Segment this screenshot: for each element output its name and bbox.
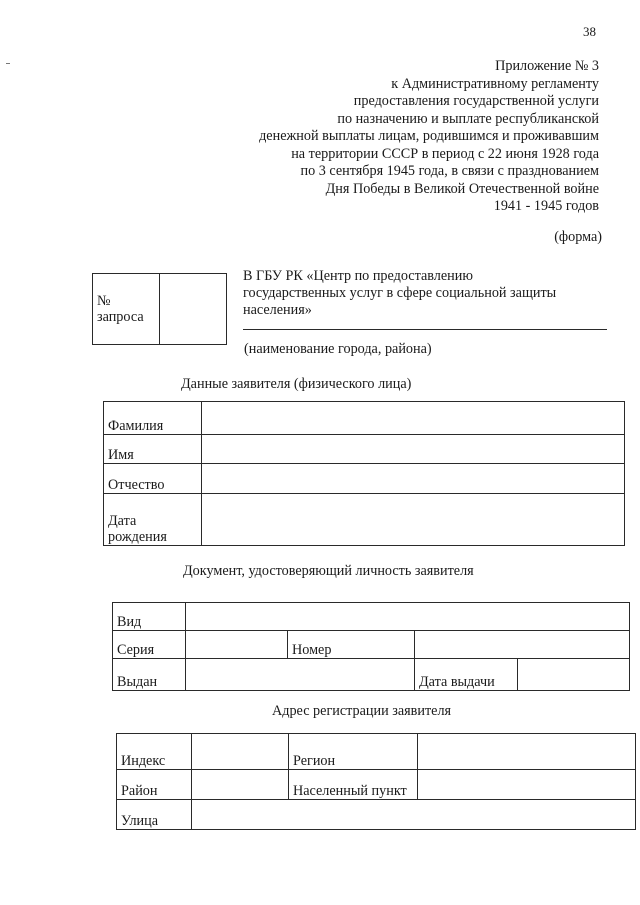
organization-name <box>243 268 556 319</box>
locality-field[interactable] <box>418 770 636 800</box>
issue-date-field[interactable] <box>518 659 630 691</box>
postal-index-field[interactable] <box>192 734 289 770</box>
series-field[interactable] <box>186 631 288 659</box>
locality-label: Населенный пункт <box>289 770 418 800</box>
region-label: Регион <box>289 734 418 770</box>
district-label: Район <box>117 770 192 800</box>
series-label: Серия <box>113 631 186 659</box>
request-number-box <box>92 273 227 345</box>
last-name-field[interactable] <box>202 402 625 435</box>
document-type-field[interactable] <box>186 603 630 631</box>
applicant-table <box>103 401 625 546</box>
first-name-label: Имя <box>104 435 202 464</box>
appendix-line: денежной выплаты лицам, родившимся и проживавшим <box>259 128 599 144</box>
street-label: Улица <box>117 800 192 830</box>
issue-date-label: Дата выдачи <box>415 659 518 691</box>
organization-underline <box>243 329 607 330</box>
appendix-line: Дня Победы в Великой Отечественной войне <box>325 180 599 197</box>
page-number: 38 <box>583 24 596 39</box>
street-field[interactable] <box>192 800 636 830</box>
appendix-line: на территории СССР в период с 22 июня 1928 года <box>291 145 599 162</box>
last-name-label: Фамилия <box>104 402 202 435</box>
birth-date-field[interactable] <box>202 494 625 546</box>
birth-date-label-line1: Дата <box>108 513 137 529</box>
region-field[interactable] <box>418 734 636 770</box>
request-number-label-line2: запроса <box>97 309 144 325</box>
issued-by-field[interactable] <box>186 659 415 691</box>
appendix-line: предоставления государственной услуги <box>353 93 599 109</box>
organization-line: В ГБУ РК «Центр по предоставлению <box>243 268 473 284</box>
appendix-line: к Административному регламенту <box>391 75 599 92</box>
organization-caption: (наименование города, района) <box>244 341 432 357</box>
birth-date-label <box>104 494 202 546</box>
first-name-field[interactable] <box>202 435 625 464</box>
identity-document-section-title: Документ, удостоверяющий личность заявителя <box>183 563 474 579</box>
organization-line: населения» <box>243 302 312 318</box>
number-field[interactable] <box>415 631 630 659</box>
appendix-line: Приложение № 3 <box>495 58 599 74</box>
scan-mark <box>6 63 10 64</box>
appendix-line: по 3 сентября 1945 года, в связи с празднованием <box>300 163 599 179</box>
request-number-field[interactable] <box>160 274 227 345</box>
request-number-label <box>93 274 160 345</box>
issued-by-label: Выдан <box>113 659 186 691</box>
form-label: (форма) <box>554 229 602 245</box>
identity-document-table <box>112 602 630 691</box>
registration-address-section-title: Адрес регистрации заявителя <box>272 703 452 719</box>
number-label: Номер <box>288 631 415 659</box>
patronymic-label: Отчество <box>104 464 202 494</box>
appendix-heading <box>259 58 599 216</box>
registration-address-table <box>116 733 636 830</box>
birth-date-label-line2: рождения <box>108 529 167 545</box>
applicant-section-title: Данные заявителя (физического лица) <box>181 376 412 392</box>
request-number-label-line1: № <box>97 293 111 309</box>
postal-index-label: Индекс <box>117 734 192 770</box>
document-type-label: Вид <box>113 603 186 631</box>
appendix-line: 1941 - 1945 годов <box>493 198 599 214</box>
organization-line: государственных услуг в сфере социальной защиты <box>243 285 557 301</box>
district-field[interactable] <box>192 770 289 800</box>
appendix-line: по назначению и выплате республиканской <box>337 110 599 127</box>
patronymic-field[interactable] <box>202 464 625 494</box>
